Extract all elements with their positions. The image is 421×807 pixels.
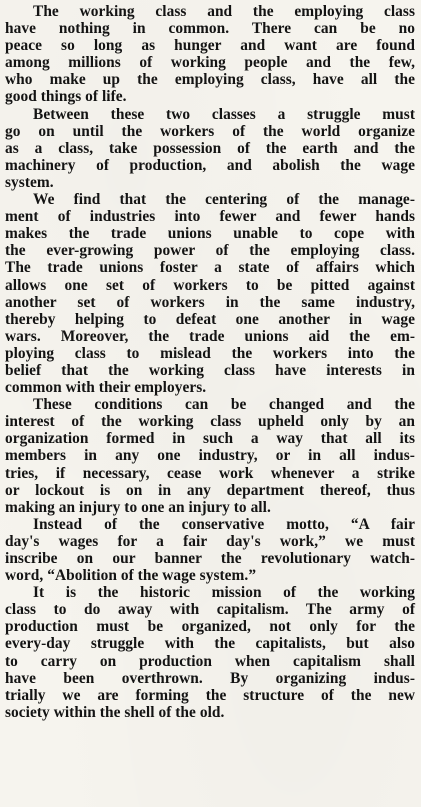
text-line: every-day struggle with the capitalists, but also <box>5 635 415 653</box>
text-line: have been overthrown. By organizing indus- <box>5 669 415 687</box>
text-line: the ever-growing power of the employing class. <box>5 242 415 260</box>
text-line: belief that the working class have interests in <box>5 361 415 379</box>
text-line: inscribe on our banner the revolutionary watch- <box>5 550 415 567</box>
text-line: system. <box>5 173 54 191</box>
paragraph-6 <box>5 584 415 721</box>
text-line: allows one set of workers to be pitted against <box>5 276 415 294</box>
text-line: makes the trade unions unable to cope with <box>5 225 415 243</box>
text-line: making an injury to one an injury to all. <box>5 498 271 516</box>
paragraph-3 <box>5 191 415 396</box>
text-line: tries, if necessary, cease work whenever a strike <box>5 464 415 482</box>
text-line: peace so long as hunger and want are found <box>5 37 415 55</box>
text-line: or lockout is on in any department thereof, thus <box>5 481 415 499</box>
text-line: The trade unions foster a state of affairs which <box>5 259 415 277</box>
text-line: go on until the workers of the world organize <box>5 122 415 140</box>
text-line: day's wages for a fair day's work,” we must <box>5 532 415 550</box>
text-line: Between these two classes a struggle must <box>33 105 415 123</box>
text-line: production must be organized, not only for the <box>5 618 415 636</box>
text-line: The working class and the employing class <box>33 3 415 20</box>
text-line: trially we are forming the structure of the new <box>5 686 415 704</box>
paragraph-4 <box>5 396 415 516</box>
text-line: interest of the working class upheld only by an <box>5 413 415 431</box>
text-line: These conditions can be changed and the <box>33 396 415 414</box>
text-line: as a class, take possession of the earth and the <box>5 139 415 157</box>
text-line: another set of workers in the same industry, <box>5 293 415 311</box>
text-line: class to do away with capitalism. The army of <box>5 601 415 619</box>
text-line: good things of life. <box>5 88 127 106</box>
text-line: ploying class to mislead the workers into the <box>5 344 415 362</box>
paragraph-2 <box>5 106 415 191</box>
text-line: wars. Moreover, the trade unions aid the em- <box>5 327 415 345</box>
text-line: ment of industries into fewer and fewer hands <box>5 208 415 226</box>
text-line: We find that the centering of the manage- <box>33 191 415 209</box>
text-line: thereby helping to defeat one another in wage <box>5 310 415 328</box>
text-line: common with their employers. <box>5 379 207 397</box>
text-line: among millions of working people and the few, <box>5 54 415 72</box>
text-line: word, “Abolition of the wage system.” <box>5 567 257 585</box>
text-line: society within the shell of the old. <box>5 703 225 721</box>
text-line: have nothing in common. There can be no <box>5 20 415 38</box>
paragraph-5 <box>5 516 415 584</box>
text-line: to carry on production when capitalism shall <box>5 652 415 670</box>
paragraph-1 <box>5 3 415 106</box>
text-line: who make up the employing class, have all the <box>5 71 415 89</box>
text-line: organization formed in such a way that all its <box>5 430 415 448</box>
text-line: It is the historic mission of the working <box>33 584 415 602</box>
text-line: machinery of production, and abolish the wage <box>5 156 415 174</box>
text-line: Instead of the conservative motto, “A fair <box>33 515 415 533</box>
text-line: members in any one industry, or in all indus- <box>5 447 415 465</box>
